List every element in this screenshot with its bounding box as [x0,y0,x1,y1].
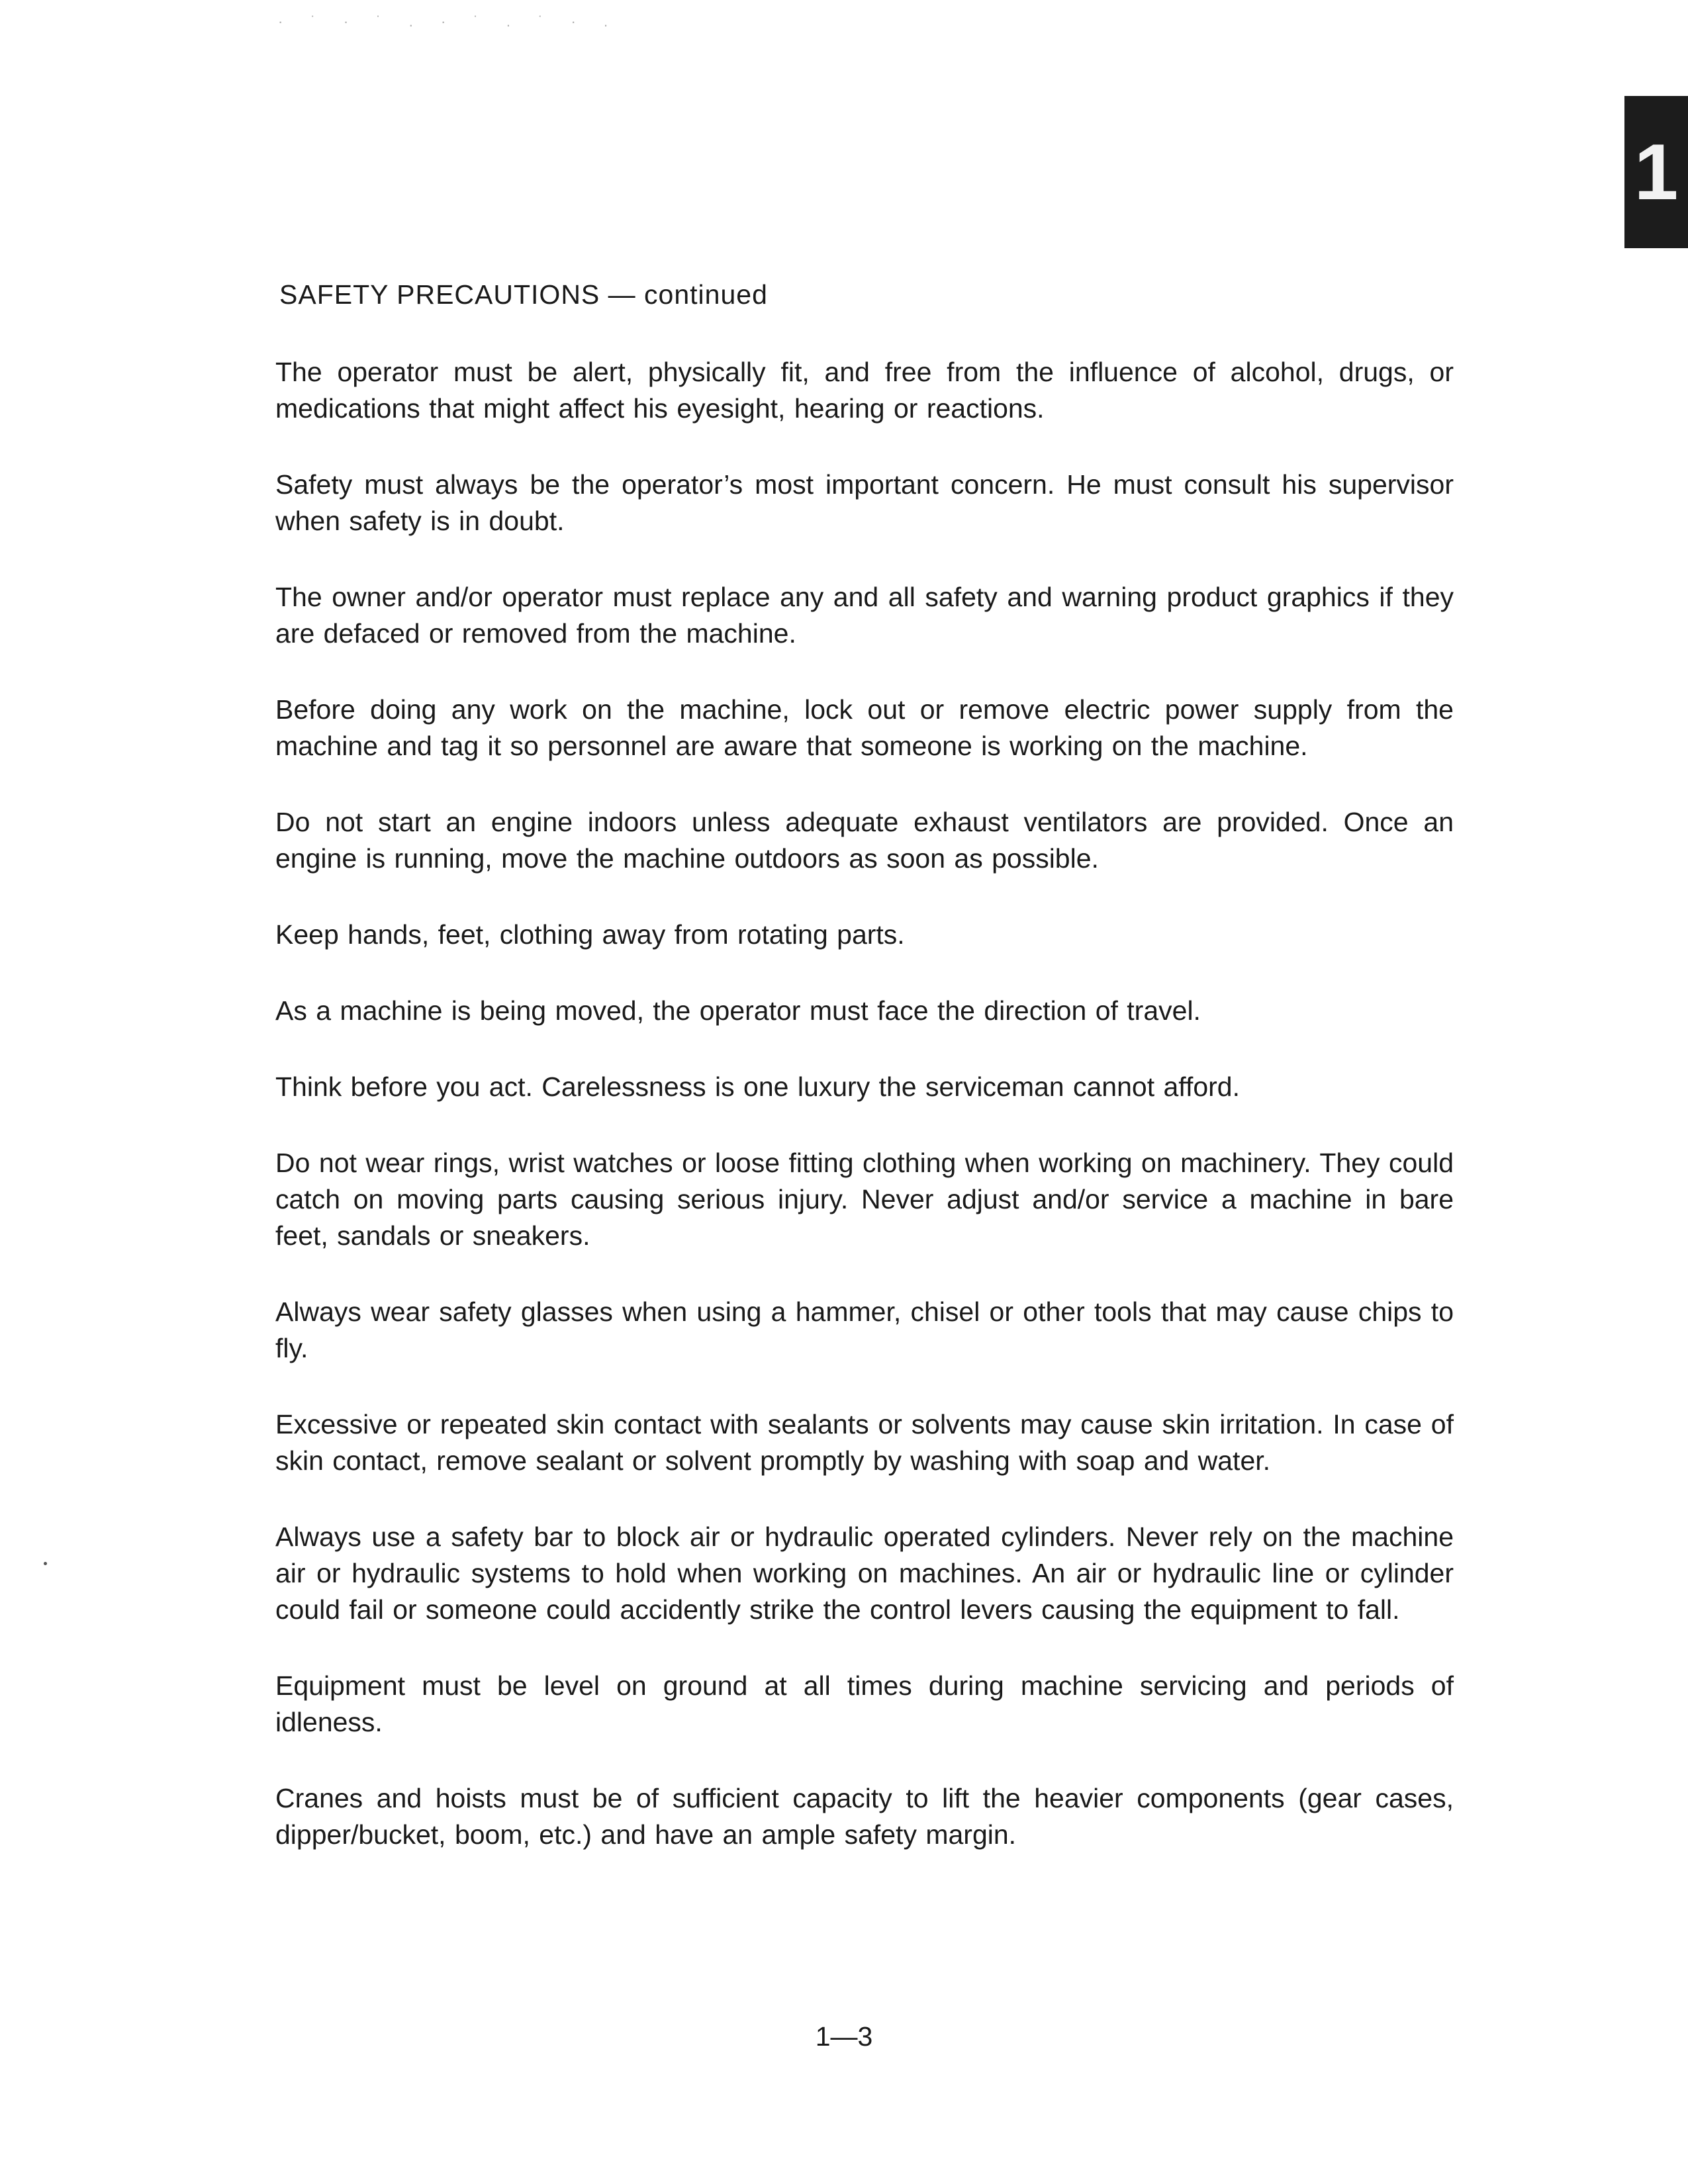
paragraph: Equipment must be level on ground at all times during machine servicing and periods of idleness. [275,1670,1454,1737]
body-text [275,354,1454,1893]
paragraph: Always wear safety glasses when using a hammer, chisel or other tools that may cause chips to fly. [275,1297,1454,1363]
paragraph: Always use a safety bar to block air or hydraulic operated cylinders. Never rely on the machine air or hydraulic systems to hold when working on machines. An air or hydraulic line or cylinder could fail or someone could accidently strike the control levers causing the equipment to fall. [275,1522,1454,1625]
scan-dot [44,1562,47,1565]
paragraph: The owner and/or operator must replace any and all safety and warning product graphics if they are defaced or removed from the machine. [275,582,1454,649]
paragraph: Excessive or repeated skin contact with sealants or solvents may cause skin irritation. In case of skin contact, remove sealant or solvent promptly by washing with soap and water. [275,1409,1454,1476]
section-tab-label: 1 [1634,128,1679,216]
section-tab [1624,96,1688,248]
section-heading: SAFETY PRECAUTIONS — continued [279,279,768,310]
paragraph: Safety must always be the operator’s most important concern. He must consult his supervisor when safety is in doubt. [275,469,1454,536]
scan-specks: · ˙ · ˙ . · ˙ . ˙ · . [278,13,620,30]
paragraph: Keep hands, feet, clothing away from rotating parts. [275,919,905,950]
paragraph: As a machine is being moved, the operator must face the direction of travel. [275,995,1201,1026]
page-number: 1—3 [815,2021,873,2052]
paragraph: The operator must be alert, physically fit, and free from the influence of alcohol, drugs, or medications that might affect his eyesight, hearing or reactions. [275,357,1454,424]
paragraph: Before doing any work on the machine, lock out or remove electric power supply from the machine and tag it so personnel are aware that someone is working on the machine. [275,694,1454,761]
paragraph: Do not start an engine indoors unless adequate exhaust ventilators are provided. Once an engine is running, move the machine outdoors as soon as possible. [275,807,1454,874]
paragraph: Think before you act. Carelessness is one luxury the serviceman cannot afford. [275,1071,1240,1102]
paragraph: Do not wear rings, wrist watches or loose fitting clothing when working on machinery. They could catch on moving parts causing serious injury. Never adjust and/or service a machine in bare feet, sandals or sneakers. [275,1148,1454,1251]
paragraph: Cranes and hoists must be of sufficient capacity to lift the heavier components (gear cases, dipper/bucket, boom, etc.) and have an ample safety margin. [275,1783,1454,1850]
